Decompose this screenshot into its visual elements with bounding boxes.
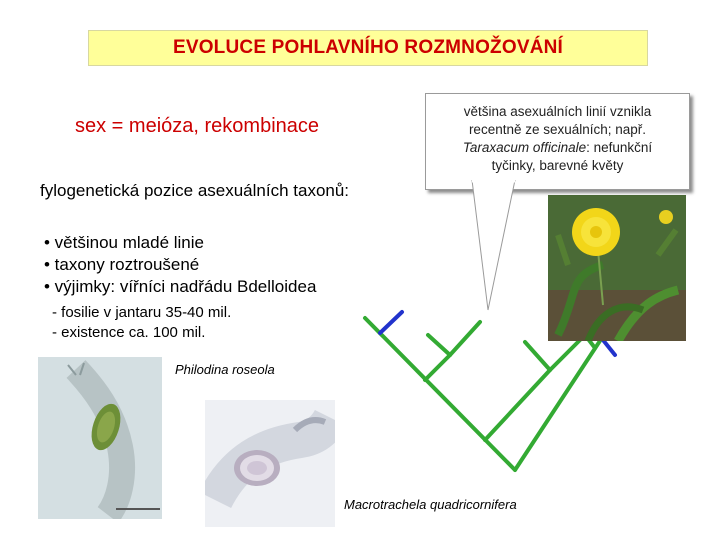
tree-branch	[550, 340, 580, 370]
bullet-item: • výjimky: vířníci nadřádu Bdelloidea	[44, 277, 317, 296]
callout-line: většina asexuálních linií vznikla	[463, 104, 652, 119]
slide-title: EVOLUCE POHLAVNÍHO ROZMNOŽOVÁNÍ	[88, 30, 648, 66]
dandelion-photo	[548, 195, 686, 341]
tree-branch	[450, 322, 480, 355]
macrotrachela-micrograph	[205, 400, 335, 527]
caption-philodina: Philodina roseola	[175, 362, 275, 377]
callout-tail	[472, 180, 515, 310]
bullet-item: • taxony roztroušené	[44, 255, 200, 274]
tree-branch	[425, 355, 450, 380]
tree-branch	[365, 318, 515, 470]
sub-note: - existence ca. 100 mil.	[52, 324, 206, 341]
philodina-micrograph	[38, 357, 162, 519]
callout-line: recentně ze sexuálních; např.	[468, 122, 647, 137]
callout-line: Taraxacum officinale: nefunkční	[462, 140, 653, 155]
phylo-heading: fylogenetická pozice asexuálních taxonů:	[40, 181, 350, 200]
subtitle: sex = meióza, rekombinace	[75, 115, 320, 137]
asexual-branch	[380, 312, 402, 333]
bullet-list	[44, 232, 316, 298]
sub-notes	[52, 303, 231, 343]
sub-note: - fosilie v jantaru 35-40 mil.	[52, 304, 232, 321]
callout-box	[425, 93, 690, 190]
bullet-item: • většinou mladé linie	[44, 233, 204, 252]
tree-branch	[525, 342, 550, 370]
species-name: Taraxacum officinale	[462, 140, 587, 155]
tree-branch	[428, 335, 450, 355]
callout-line: tyčinky, barevné květy	[491, 158, 624, 173]
callout-pointer	[470, 180, 550, 315]
caption-macrotrachela: Macrotrachela quadricornifera	[344, 497, 517, 512]
